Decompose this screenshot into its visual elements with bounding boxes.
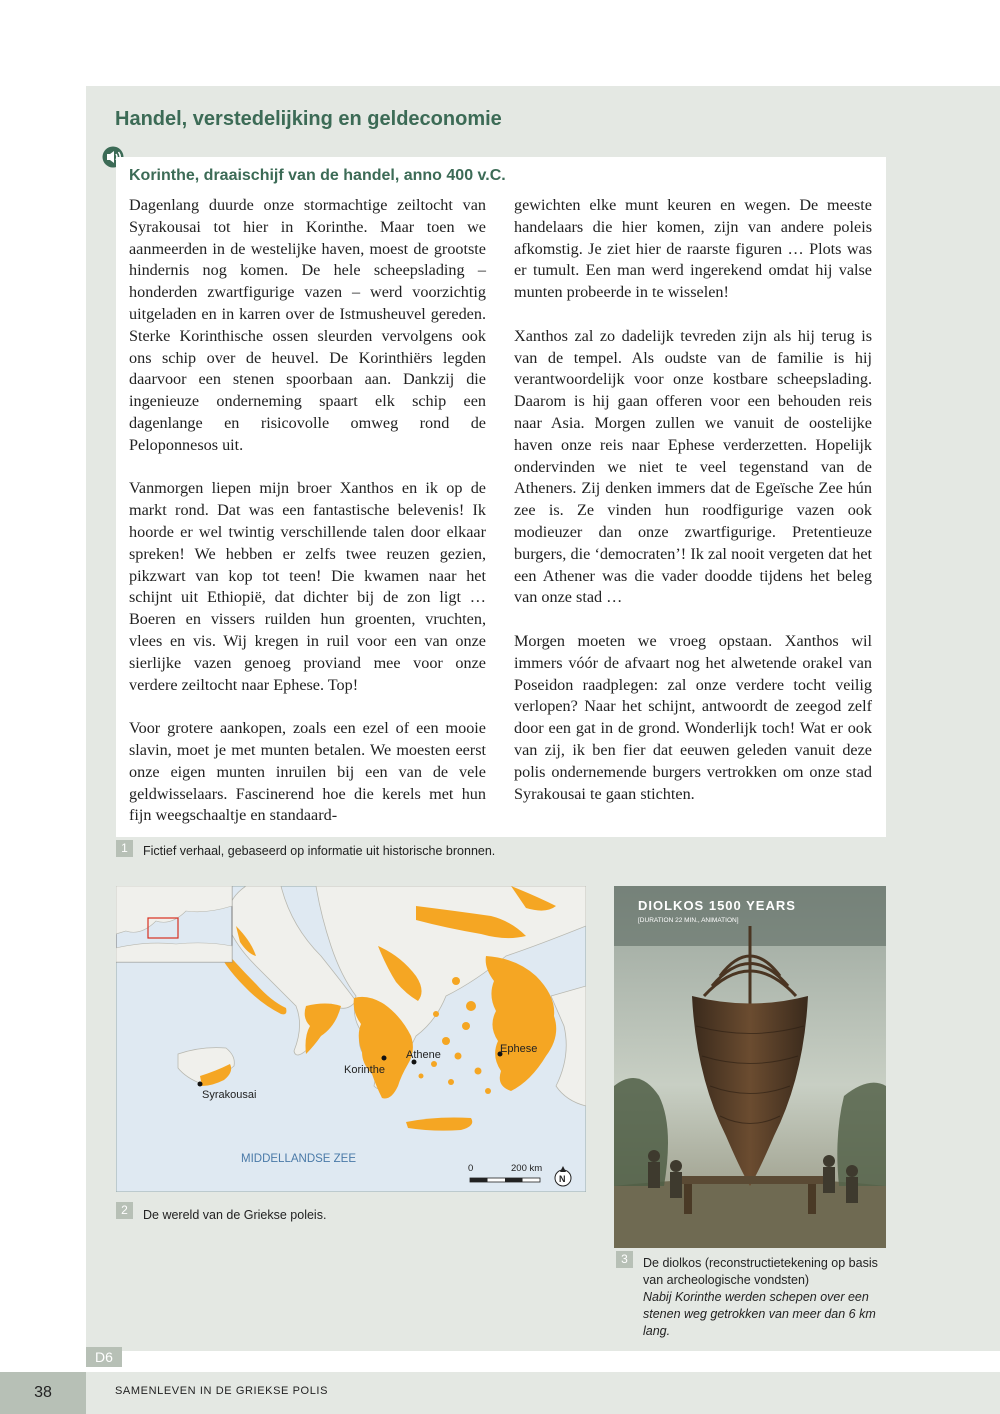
figure-2-caption: De wereld van de Griekse poleis. (143, 1208, 327, 1222)
scale-bar (470, 1178, 540, 1182)
story-column-left (129, 195, 486, 827)
figure-number-badge: 2 (116, 1202, 133, 1219)
city-marker-syrakousai (198, 1082, 203, 1087)
poster-title: DIOLKOS 1500 YEARS (638, 898, 796, 913)
story-paragraph: Morgen moeten we vroeg opstaan. Xanthos wil immers vóór de afvaart nog het alwetende orakel van Poseidon raadplegen: zal onze verdere tocht veilig verlopen? Naar het schijnt, antwoordt de zeegod zelf door een gat in de grond. Wonderlijk toch! Wat er ook van zij, ik ben fier dat eeuwen geleden vanuit deze polis ondernemende burgers vertrokken om onze stad Syrakousai te gaan stichten. (514, 631, 872, 803)
story-title: Korinthe, draaischijf van de handel, anno 400 v.C. (129, 167, 506, 184)
figure-3-caption-sub: Nabij Korinthe werden schepen over een stenen weg getrokken van meer dan 6 km lang. (643, 1290, 876, 1338)
figure-3-caption-main: De diolkos (reconstructietekening op basis van archeologische vondsten) (643, 1256, 878, 1287)
story-paragraph: Dagenlang duurde onze stormachtige zeiltocht van Syrakousai tot hier in Korinthe. Maar toen we aanmeerden in de westelijke haven, moest de grootste hindernis nog komen. De hele scheepslading – honderden zwartfigurige vazen – werd voorzichtig uitgeladen en in karren over de Istmusheuvel gereden. Sterke Korinthische ossen sleurden vervolgens ook ons schip over de heuvel. De Korinthiërs legden daarvoor een stenen spoorbaan aan. Dankzij die ingenieuze onderneming spaart elk schip een dagenlange en risicovolle omweg rond de Peloponnesos uit. (129, 196, 486, 454)
city-label-athene: Athene (406, 1049, 441, 1061)
poster-subtitle: [DURATION 22 MIN., ANIMATION] (638, 917, 739, 924)
section-title: Handel, verstedelijking en geldeconomie (115, 108, 502, 130)
story-paragraph: Voor grotere aankopen, zoals een ezel of een mooie slavin, moet je met munten betalen. We moesten eerst onze eigen munten inruilen bij een van de vele geldwisselaars. Fascinerend hoe die kerels met hun fijn weegschaaltje en standaard- (129, 719, 486, 825)
section-code-badge: D6 (86, 1347, 122, 1367)
city-label-korinthe: Korinthe (344, 1064, 385, 1076)
scale-end-label: 200 km (511, 1163, 543, 1174)
city-marker-korinthe (382, 1056, 387, 1061)
sea-label: MIDDELLANDSE ZEE (241, 1153, 357, 1165)
diolkos-poster-image (614, 886, 886, 1248)
chapter-title: SAMENLEVEN IN DE GRIEKSE POLIS (115, 1385, 329, 1397)
north-label: N (559, 1174, 566, 1184)
story-column-right (514, 195, 872, 805)
figure-number-badge: 1 (116, 840, 133, 857)
figure-1-caption: Fictief verhaal, gebaseerd op informatie uit historische bronnen. (143, 844, 496, 858)
city-label-ephese: Ephese (500, 1043, 538, 1055)
city-label-syrakousai: Syrakousai (202, 1089, 257, 1101)
figure-number-badge: 3 (616, 1251, 633, 1268)
story-paragraph: Vanmorgen liepen mijn broer Xanthos en ik op de markt rond. Dat was een fantastische belevenis! Ik hoorde er wel twintig verschillende talen door elkaar spreken! We hebben er zelfs twee reuzen gezien, pikzwart van kop tot teen! Die kwamen naar het schijnt uit Ethiopië, dat dichter bij de zon ligt … Boeren en vissers ruilden hun groenten, vruchten, vlees en vis. Wij kregen in ruil voor een van onze sierlijke vazen genoeg proviand mee voor onze verdere zeiltocht naar Ephese. Top! (129, 479, 486, 694)
scale-start-label: 0 (468, 1163, 474, 1174)
page-number: 38 (0, 1372, 86, 1414)
story-paragraph: gewichten elke munt keuren en wegen. De meeste handelaars die hier komen, zijn van andere poleis afkomstig. Je ziet hier de raarste figuren … Plots was er tumult. Een man werd ingerekend omdat hij valse munten probeerde in te wisselen! (514, 196, 872, 302)
figure-3-caption (643, 1255, 893, 1340)
greek-poleis-map (116, 886, 586, 1192)
story-paragraph: Xanthos zal zo dadelijk tevreden zijn als hij terug is van de tempel. Als oudste van de familie is hij verantwoordelijk voor onze kostbare scheepslading. Daarom is hij gaan offeren voor een behouden reis naar Asia. Morgen zullen we vanuit de oostelijke haven onze reis naar Ephese verderzetten. Hopelijk ondervinden we niet te veel tegenstand van de Atheners. Zij denken immers dat de Egeïsche Zee hún zee is. Ze vinden hun roodfigurige vazen ook modieuzer dan onze zwartfigurige. Pretentieuze burgers, die ‘democraten’! Ik zal nooit vergeten dat het een Athener was die vader doodde tijdens het beleg van onze stad … (514, 326, 872, 607)
